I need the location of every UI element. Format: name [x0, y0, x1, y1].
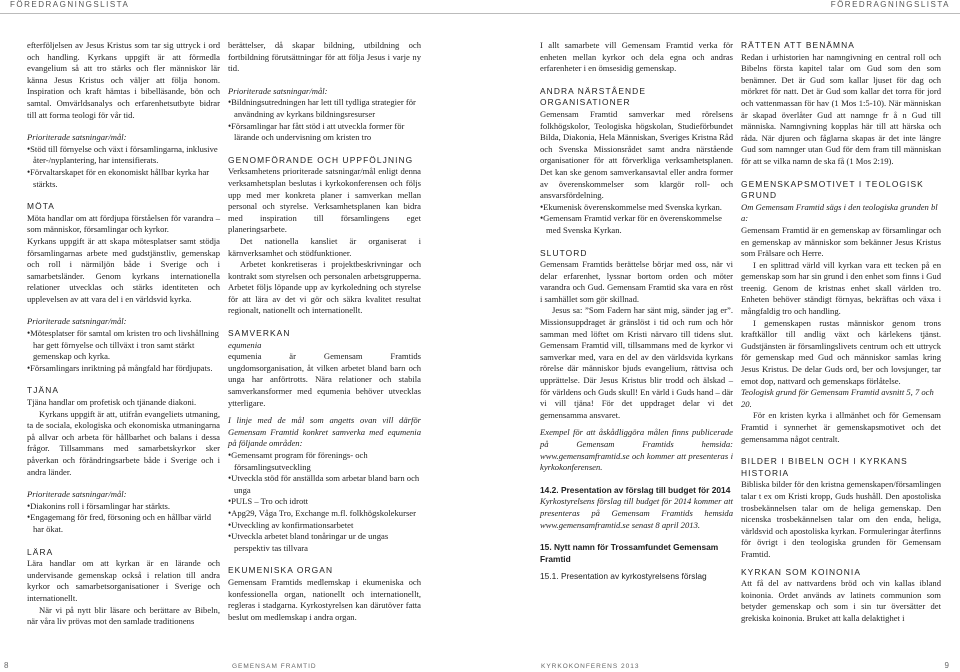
column-2: [228, 40, 421, 623]
priorities-label: Prioriterade satsningar/mål:: [228, 85, 328, 96]
paragraph: Verksamhetens prioriterade satsningar/mål enligt denna verksamhetsplan beslutas i kyrkokonferensen och följs upp med mer konkreta planer i samverkan mellan personal och styrelse. Verksamhetsplanen kan bidra med inspiration till församlingens eget planeringsarbete.: [228, 166, 421, 235]
section-heading-ekumeniska: EKUMENISKA ORGAN: [228, 565, 334, 576]
paragraph: För en kristen kyrka i allmänhet och för Gemensam Framtid i synnerhet är gemenskapsmotivet och det gemensamma något centralt.: [741, 410, 941, 444]
footer-title-right: KYRKOKONFERENS 2013: [541, 663, 640, 670]
paragraph: Jesus sa: ”Som Fadern har sänt mig, sänder jag er”. Missionsuppdraget är gränslöst i tid och rum och hör samman med löftet om Kristi närvaro till tidens slut. Gemensam Framtid vill, tillsammans med de kyrkor vi samverkar med, vara en del av den världsvida kyrkans rörelse där människor bjuds evangelium, rättvisa och upprättelse. Där Jesus Kristus blir trodd och älskad – för världens och Guds skull! En värld i Guds hand – där vi vill tjäna! För det uppdraget delar vi det gemensamma ansvaret.: [540, 305, 733, 420]
section-heading-bilder: BILDER I BIBELN OCH I KYRKANS HISTORIA: [741, 456, 908, 478]
agenda-heading-15: 15. Nytt namn för Trossamfundet Gemensam Framtid: [540, 542, 719, 564]
column-1: [27, 40, 220, 628]
section-heading-lara: LÄRA: [27, 546, 54, 557]
column-3: [540, 40, 733, 583]
paragraph: I gemenskapen rustas människor genom trons kraftkällor till andlig växt och kärlekens tjänst. Gudstjänsten är församlingslivets centrum och ett uttryck för gemenskap med Gud och människor samlas kring Jesus Kristus. De delar Guds ord, ber och lovsjunger, tar emot dop, nattvard och gemenskaps förlåtelse.: [741, 317, 941, 386]
bullet-item: • Förvaltarskapet för en ekonomiskt hållbar kyrka har stärkts.: [27, 167, 220, 190]
bullet-item: • Stöd till förnyelse och växt i församlingarna, inklusive åter-/nyplantering, har intensifierats.: [27, 144, 220, 167]
paragraph: I en splittrad värld vill kyrkan vara ett tecken på en gemenskap som har sin grund i den enhet som finns i Gud treenig. Genom de kristnas enhet skall världen tro. Enheten behöver ständigt förnyas, bekräftas och växa i mångfaldig tro och handling.: [741, 259, 941, 317]
paragraph: berättelser, då skapar bildning, utbildning och fortbildning förutsättningar för att följa Jesus i varje ny tid.: [228, 40, 421, 74]
bullet-item: • Utveckling av konfirmationsarbetet: [228, 520, 421, 532]
bullet-item: • Diakonins roll i församlingar har stärkts.: [27, 501, 220, 513]
paragraph: Lära handlar om att kyrkan är en lärande och undervisande gemenskap också i relation till andra kyrkor och samarbetsorganisationer i Sverige och internationellt.: [27, 558, 220, 603]
section-heading-genomforande: GENOMFÖRANDE OCH UPPFÖLJNING: [228, 154, 414, 165]
paragraph: equmenia är Gemensam Framtids ungdomsorganisation, åt vilken arbetet bland barn och unga har anförtrotts. Nära relationer och stabila samverkansformer med equmenia behöver utvecklas ytterligare.: [228, 351, 421, 408]
footer-title-left: GEMENSAM FRAMTID: [232, 663, 317, 670]
paragraph: Gemensam Framtids medlemskap i ekumeniska och konfessionella organ, nationellt och internationellt, regleras i stadgarna. Kyrkostyrelsen kan därutöver fatta beslut om medlemskap i andra organ.: [228, 576, 421, 622]
bullet-item: • Gemensamt program för förenings- och församlingsutveckling: [228, 450, 421, 473]
bullet-item: • PULS – Tro och idrott: [228, 496, 421, 508]
paragraph: Gemensam Framtid samverkar med rörelsens folkhögskolor, Teologiska högskolan, Studieförbundet Bilda, Diakonia, Hela Människan, Sveriges Kristna Råd och Svenska Missionsrådet samt andra närstående organisationer för att förverkliga verksamhetsplanen. Det kan ske genom samverkansavtal eller andra former av överenskommelser som klargör roll- och ansvarsfördelning.: [540, 108, 733, 201]
bullet-item: • Församlingar har fått stöd i att utveckla former för lärande och undervisning om kristen tro: [228, 121, 421, 144]
agenda-heading-15-1: 15.1. Presentation av kyrkostyrelsens förslag: [540, 571, 707, 582]
section-heading-samverkan: SAMVERKAN: [228, 328, 291, 339]
italic-paragraph: Kyrkostyrelsens förslag till budget för 2014 kommer att presenteras på Gemensam Framtids hemsida www.gemensamframtid.se senast 8 april 2013.: [540, 496, 733, 530]
bullet-item: • Apg29, Våga Tro, Exchange m.fl. folkhögskolekurser: [228, 508, 421, 520]
header-rule: [0, 13, 960, 14]
subheading-equmenia: equmenia: [228, 339, 262, 350]
paragraph: När vi på nytt blir läsare och berättare av Bibeln, när våra liv prövas mot den samlade traditionens: [27, 604, 220, 627]
running-header-left: FÖREDRAGNINGSLISTA: [10, 0, 130, 9]
paragraph: Det nationella kansliet är organiserat i kärnverksamhet och stödfunktioner.: [228, 235, 421, 258]
page-number-left: 8: [4, 661, 10, 670]
paragraph: Arbetet konkretiseras i projektbeskrivningar och kontrakt som styrelsen och personalen arbetsgrupperna. Arbetet följs löpande upp av kyrkoledning och styrelse för att lära av det vi gör och säkra kvalitet resultat regionalt, nationellt och internationellt.: [228, 259, 421, 316]
paragraph: Kyrkans uppgift är att skapa mötesplatser samt stödja församlingarnas arbete med gudstjänstliv, gemenskap och roll i närmiljön både i Sverige och i samarbetsländer. Genom kyrkans internationella relationer utvecklas och stärks identiteten och upplevelsen av att vara del i en världsvid kyrka.: [27, 235, 220, 304]
italic-paragraph: Om Gemensam Framtid sägs i den teologiska grunden bl a:: [741, 201, 938, 224]
bullet-item: • Mötesplatser för samtal om kristen tro och livshållning har gett förnyelse och tillväxt i tron samt stärkt gemenskap och kyrka.: [27, 328, 220, 363]
section-heading-gemenskapsmotivet: GEMENSKAPSMOTIVET I TEOLOGISK GRUND: [741, 178, 924, 201]
italic-paragraph: I linje med de mål som angetts ovan vill därför Gemensam Framtid konkret samverka med equmenia på följande områden:: [228, 415, 421, 449]
paragraph: Att få del av nattvardens bröd och vin kallas ibland koinonia. Ordet används av latinets communion som betyder gemenskap och som i sin tur översätter det grekiska koinonia. Bruket att kalla delaktighet i: [741, 578, 941, 623]
paragraph: Möta handlar om att fördjupa förståelsen för varandra – som människor, församlingar och kyrkor.: [27, 212, 220, 235]
priorities-label: Prioriterade satsningar/mål:: [27, 316, 127, 327]
paragraph: Redan i urhistorien har namngivning en central roll och Bibelns första kapitel talar om Gud som den som benämner. Det är Gud som kallar ljuset för dag och mörkret för natt. Det är Gud som kallar det torra för jord och vattenmassan för hav (1 Mos 1:5-10). När människan är skapad överlåter Gud att namnge fr å n Gud till människa. Namngivning kopplas här till att härska och råda. När djuren och fåglarna skapas är det inte längre Gud som namnger utan Gud för dem fram till människan för att se vilka namn de ska få (1 Mos 2:19).: [741, 51, 941, 166]
page-number-right: 9: [944, 661, 950, 670]
section-heading-tjana: TJÄNA: [27, 385, 60, 396]
bullet-item: • Gemensam Framtid verkar för en överenskommelse med Svenska Kyrkan.: [540, 213, 733, 236]
bullet-item: • Engagemang för fred, försoning och en hållbar värld har ökat.: [27, 512, 220, 535]
section-heading-slutord: SLUTORD: [540, 247, 588, 258]
section-heading-andra: ANDRA NÄRSTÅENDE ORGANISATIONER: [540, 85, 647, 108]
paragraph: Kyrkans uppgift är att, utifrån evangeliets utmaning, ta de sociala, ekologiska och ekonomiska utmaningarna på allvar och arbeta för hållbarhet och balans i dessa frågor. Tillsammans med samarbetskyrkor sker påverkan och förändringsarbete både i Sverige och i andra länder.: [27, 408, 220, 477]
paragraph: I allt samarbete vill Gemensam Framtid verka för enheten mellan kyrkor och dela egna och andras erfarenheter i en ömsesidig gemenskap.: [540, 40, 733, 74]
column-4: [741, 40, 941, 625]
agenda-heading-14-2: 14.2. Presentation av förslag till budget för 2014: [540, 484, 731, 495]
italic-paragraph: Exempel för att åskådliggöra målen finns publicerade på Gemensam Framtids hemsida: www.gemensamframtid.se och kommer att presenteras i kyrkokonferensen.: [540, 427, 733, 473]
italic-paragraph: Teologisk grund för Gemensam Framtid avsnitt 5, 7 och 20.: [741, 387, 934, 409]
bullet-item: • Bildningsutredningen har lett till tydliga strategier för användning av kyrkans bildningsresurser: [228, 97, 421, 120]
priorities-label: Prioriterade satsningar/mål:: [27, 489, 127, 500]
paragraph: Gemensam Framtids berättelse börjar med oss, när vi delar erfarenhet, lyssnar bortom orden och möter varandra och Gud. Gemensam Framtid ska vara en röst i samhället som gör skillnad.: [540, 259, 733, 304]
section-heading-mota: MÖTA: [27, 201, 55, 212]
bullet-item: • Utveckla stöd för anställda som arbetar bland barn och unga: [228, 473, 421, 496]
bullet-item: • Församlingars inriktning på mångfald har fördjupats.: [27, 363, 220, 375]
paragraph: Tjäna handlar om profetisk och tjänande diakoni.: [27, 397, 197, 408]
paragraph: Gemensam Framtid är en gemenskap av församlingar och en gemenskap av människor som bekänner Jesus Kristus som Frälsare och Herre.: [741, 224, 941, 259]
section-heading-ratten: RÄTTEN ATT BENÄMNA: [741, 40, 855, 50]
section-heading-koinonia: KYRKAN SOM KOINONIA: [741, 566, 862, 577]
bullet-item: • Ekumenisk överenskommelse med Svenska kyrkan.: [540, 202, 733, 214]
bullet-item: • Utveckla arbetet bland tonåringar ur de ungas perspektiv tas tillvara: [228, 531, 421, 554]
paragraph: Bibliska bilder för den kristna gemenskapen/församlingen talar t ex om Kristi kropp, Guds hushåll. Den apostoliska trosbekännelsen talar om de heliga gemenskap. Den nicenska trosbekännelsen talar om den enda, heliga, världsvid och apostoliska kyrkan. Formuleringar återfinns för övrigt i den teologiska grunden för Gemensam Framtid.: [741, 479, 941, 559]
running-header-right: FÖREDRAGNINGSLISTA: [830, 0, 950, 9]
paragraph: efterföljelsen av Jesus Kristus som tar sig uttryck i ord och handling. Kyrkans uppgift är att förmedla evangelium så att tro stärks och fler människor lär känna Jesus Kristus och väljer att följa honom. Inspiration och kraft hämtas i bibelläsande, bön och samtal. Omvärldsanalys och erfarenhetsutbyte bidrar till att forma teologi för vår tid.: [27, 40, 220, 120]
priorities-label: Prioriterade satsningar/mål:: [27, 132, 127, 143]
